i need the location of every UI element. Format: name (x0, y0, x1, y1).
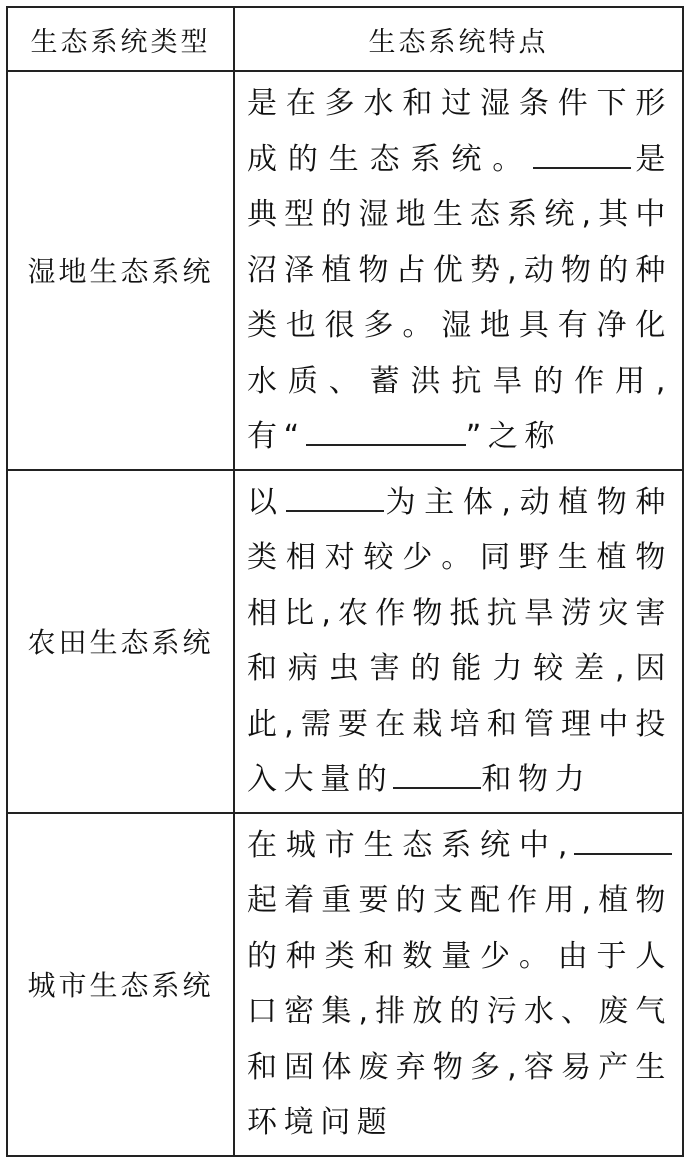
type-cell-farmland: 农田生态系统 (7, 470, 234, 813)
answer-blank[interactable] (533, 133, 631, 169)
table-row-farmland (7, 470, 683, 813)
ecosystem-table (6, 6, 684, 1157)
feature-cell-city (234, 813, 683, 1156)
farmland-text-2: 为主体,动植物种类相对较少。同野生植物相比,农作物抵抗旱涝灾害和病虫害的能力较差,因此,需要在栽培和管理中投入大量的 (247, 484, 672, 797)
header-type-column: 生态系统类型 (7, 7, 234, 71)
ecosystem-table-sheet (6, 6, 682, 1140)
feature-cell-wetland (234, 71, 683, 470)
city-text-2: 起着重要的支配作用,植物的种类和数量少。由于人口密集,排放的污水、废气和固体废弃物多,容易产生环境问题 (247, 883, 672, 1140)
answer-blank[interactable] (286, 476, 384, 512)
wetland-text-3: ”之称 (465, 419, 562, 454)
answer-blank[interactable] (574, 819, 672, 855)
table-row-wetland (7, 71, 683, 470)
type-cell-city: 城市生态系统 (7, 813, 234, 1156)
table-row-city (7, 813, 683, 1156)
wetland-text-1: 是在多水和过湿条件下形成的生态系统。 (247, 86, 672, 177)
answer-blank[interactable] (393, 753, 481, 789)
header-feature-column: 生态系统特点 (234, 7, 683, 71)
feature-cell-farmland (234, 470, 683, 813)
table-header-row (7, 7, 683, 71)
farmland-text-3: 和物力 (481, 762, 592, 797)
type-cell-wetland: 湿地生态系统 (7, 71, 234, 470)
answer-blank[interactable] (306, 410, 466, 446)
city-text-1: 在城市生态系统中, (247, 827, 574, 863)
wetland-text-2: 是典型的湿地生态系统,其中沼泽植物占优势,动物的种类也很多。湿地具有净化水质、蓄洪抗旱的作用,有“ (247, 141, 672, 454)
farmland-text-1: 以 (247, 484, 286, 520)
